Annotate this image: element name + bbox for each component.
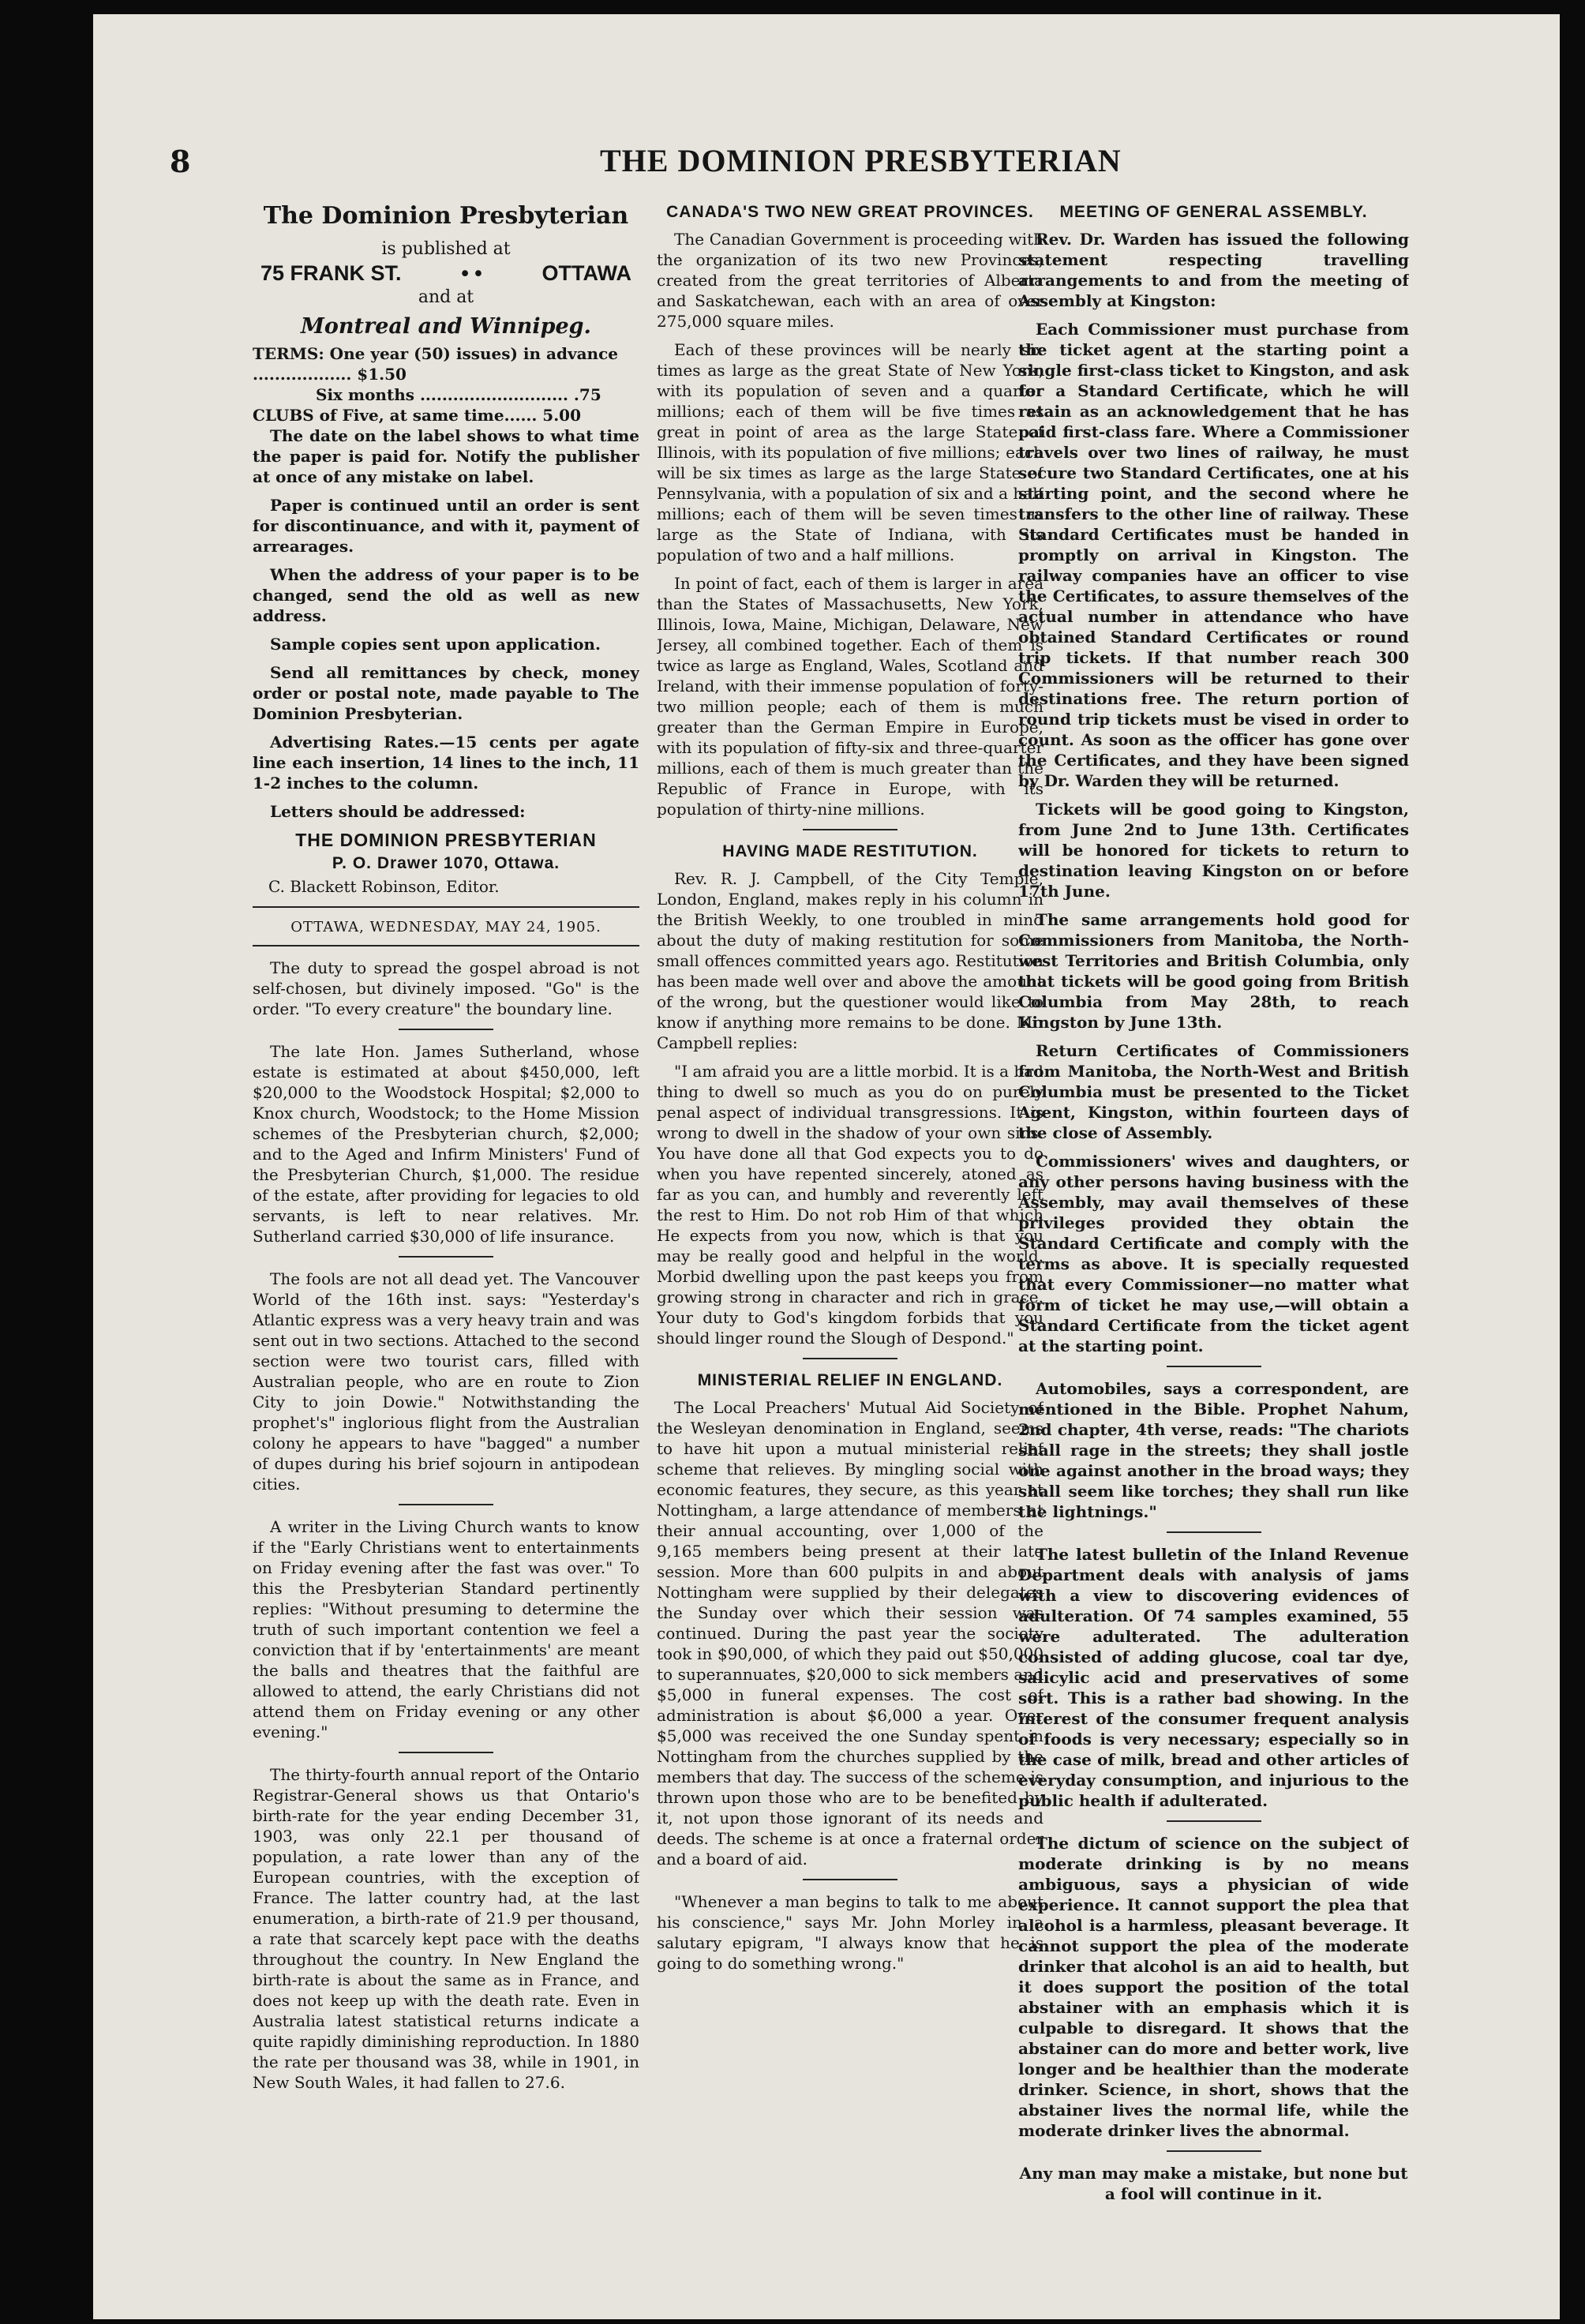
published-at: is published at [381, 239, 511, 259]
paragraph: The thirty-fourth annual report of the Ontario Registrar-General shows us that Ontario's birth-rate for the year ending December 31, 1903, was only 22.1 per thousand of population, a rate lower than any of the European countries, with the exception of France. The latter country had, at the last enumeration, a birth-rate of 21.9 per thousand, a rate that scarcely kept pace with the deaths throughout the country. In New England the birth-rate is about the same as in France, and does not keep up with the death rate. Even in Australia latest statistical returns indicate a quite rapidly diminishing reproduction. In 1880 the rate per thousand was 38, while in 1901, in New South Wales, it had fallen to 27.6. [253, 1765, 639, 2092]
six-months: Six months ........................... .75 [316, 385, 601, 404]
editor: C. Blackett Robinson, Editor. [268, 877, 500, 896]
drawer: P. O. Drawer 1070, Ottawa. [332, 854, 560, 872]
divider [1167, 1820, 1261, 1822]
paragraph: The Local Preachers' Mutual Aid Society of the Wesleyan denomination in England, seems to have hit upon a mutual ministerial relief scheme that relieves. By mingling social with economic features, they secure, as this year at Nottingham, a large attendance of members at their annual accounting, over 1,000 of the 9,165 members being present at their late session. More than 600 pulpits in and about Nottingham were supplied by their delegates the Sunday over which their session was continued. During the past year the society took in $90,000, of which they paid out $50,000 to superannuates, $20,000 to sick members and $5,000 in funeral expenses. The cost of administration is about $6,000 a year. Over $5,000 was received the one Sunday spent in Nottingham from the churches supplied by the members that day. The success of the scheme is thrown upon those who are to be benefited by it, not upon those ignorant of its needs and deeds. The scheme is at once a fraternal order and a board of aid. [657, 1398, 1044, 1869]
paragraph: Automobiles, says a correspondent, are mentioned in the Bible. Prophet Nahum, 2nd chapter, 4th verse, reads: "The chariots shall rage in the streets; they shall jostle one against another in the broad ways; they shall seem like torches; they shall run like the lightnings." [1018, 1379, 1409, 1521]
divider [399, 1029, 493, 1030]
divider [399, 1504, 493, 1505]
paragraph: Rev. Dr. Warden has issued the following statement respecting travelling arrangements to and from the meeting of Assembly at Kingston: [1018, 230, 1409, 310]
paragraph: The fools are not all dead yet. The Vancouver World of the 16th inst. says: "Yesterday's Atlantic express was a very heavy train and was sent out in two sections. Attached to the second section were two tourist cars, filled with Australian people, who are en route to Zion City to join Dowie." Notwithstanding the prophet's" inglorious flight from the Australian colony he appears to have "bagged" a number of dupes during his brief sojourn in antipodean cities. [253, 1269, 639, 1494]
paragraph: "Whenever a man begins to talk to me about his conscience," says Mr. John Morley in a salutary epigram, "I always know that he is going to do something wrong." [657, 1892, 1044, 1973]
page-number: 8 [170, 144, 191, 179]
divider [1167, 1531, 1261, 1533]
paragraph: Each Commissioner must purchase from the ticket agent at the starting point a single first-class ticket to Kingston, and ask for a Standard Certificate, which he will retain as an acknowledgement that he has paid first-class fare. Where a Commissioner travels over two lines of railway, he must secure two Standard Certificates, one at his starting point, and the second where he transfers to the other line of railway. These Standard Certificates must be handed in promptly on arrival in Kingston. The railway companies have an officer to vise the Certificates, to assure themselves of the actual number in attendance who have obtained Standard Certificates or round trip tickets. If that number reach 300 Commissioners will be returned to their destinations free. The return portion of round trip tickets must be vised in order to count. As soon as the officer has gone over the Certificates, and they have been signed by Dr. Warden they will be returned. [1018, 320, 1409, 790]
headline: MINISTERIAL RELIEF IN ENGLAND. [697, 1371, 1003, 1389]
divider [1167, 2150, 1261, 2152]
masthead: The Dominion Presbyterian [263, 202, 629, 230]
column-right [1018, 197, 1409, 2212]
headline: HAVING MADE RESTITUTION. [722, 842, 978, 860]
paragraph: The dictum of science on the subject of moderate drinking is by no means ambiguous, says a physician of wide experience. It cannot support the plea that alcohol is a harmless, pleasant beverage. It cannot support the plea of the moderate drinker that alcohol is an aid to health, but it does support the position of the total abstainer with an emphasis which it is culpable to disregard. It shows that the abstainer can do more and better work, live longer and be healthier than the moderate drinker. Science, in short, shows that the abstainer lives the normal life, while the moderate drinker lives the abnormal. [1018, 1834, 1409, 2140]
paragraph: Tickets will be good going to Kingston, from June 2nd to June 13th. Certificates will be honored for tickets to return to destination leaving Kingston on or before 17th June. [1018, 800, 1409, 901]
headline: CANADA'S TWO NEW GREAT PROVINCES. [666, 203, 1034, 221]
column-left [253, 197, 639, 2101]
divider [1167, 1366, 1261, 1367]
divider [399, 1256, 493, 1258]
paragraph: Advertising Rates.—15 cents per agate line each insertion, 14 lines to the inch, 11 1-2 inches to the column. [253, 733, 639, 793]
paragraph: Paper is continued until an order is sent for discontinuance, and with it, payment of arrearages. [253, 496, 639, 556]
city: OTTAWA [541, 261, 631, 285]
paragraph: When the address of your paper is to be changed, send the old as well as new address. [253, 565, 639, 625]
paragraph: The same arrangements hold good for Commissioners from Manitoba, the North-west Territories and British Columbia, only that tickets will be good going from British Columbia from May 28th, to reach Kingston by June 13th. [1018, 910, 1409, 1032]
paragraph: A writer in the Living Church wants to know if the "Early Christians went to entertainments on Friday evening after the fast was over." To this the Presbyterian Standard pertinently replies: "Without presuming to determine the truth of such important contention we feel a conviction that if by 'entertainments' are meant the balls and theatres that the faithful are allowed to attend, the early Christians did not attend them on Friday evening or any other evening." [253, 1517, 639, 1741]
divider [803, 829, 897, 830]
paragraph: The Canadian Government is proceeding with the organization of its two new Provinces, created from the great territories of Alberta and Saskatchewan, each with an area of over 275,000 square miles. [657, 230, 1044, 331]
paragraph: Rev. R. J. Campbell, of the City Temple, London, England, makes reply in his column in the British Weekly, to one troubled in mind about the duty of making restitution for some small offences committed years ago. Restitution has been made well over and above the amount of the wrong, but the questioner would like to know if anything more remains to be done. Mr. Campbell replies: [657, 869, 1044, 1052]
divider [803, 1879, 897, 1880]
other-cities: Montreal and Winnipeg. [301, 314, 591, 339]
paragraph: The late Hon. James Sutherland, whose estate is estimated at about $450,000, left $20,000 to the Woodstock Hospital; $2,000 to Knox church, Woodstock; to the Home Mission schemes of the Presbyterian church, $2,000; and to the Aged and Infirm Ministers' Fund of the Presbyterian Church, $1,000. The residue of the estate, after providing for legacies to old servants, is left to near relatives. Mr. Sutherland carried $30,000 of life insurance. [253, 1042, 639, 1246]
paragraph: Letters should be addressed: [270, 802, 526, 821]
paragraph: The date on the label shows to what time the paper is paid for. Notify the publisher at once of any mistake on label. [253, 426, 639, 486]
paragraph: "I am afraid you are a little morbid. It is a bad thing to dwell so much as you do on purely penal aspect of individual transgressions. It is wrong to dwell in the shadow of your own sins. You have done all that God expects you to do when you have repented sincerely, atoned as far as you can, and humbly and reverently left the rest to Him. Do not rob Him of that which He expects from you now, which is that you may be really good and helpful in the world. Morbid dwelling upon the past keeps you from growing strong in character and rich in grace. Your duty to God's kingdom forbids that you should linger round the Slough of Despond." [657, 1062, 1044, 1348]
publisher-name: THE DOMINION PRESBYTERIAN [295, 830, 597, 850]
paragraph: The duty to spread the gospel abroad is not self-chosen, but divinely imposed. "Go" is the order. "To every creature" the boundary line. [253, 958, 639, 1018]
dots: • • [461, 261, 482, 285]
paragraph: Commissioners' wives and daughters, or any other persons having business with the Assembly, may avail themselves of these privileges provided they obtain the Standard Certificate and comply with the terms as above. It is specially requested that every Commissioner—no matter what form of ticket he may use,—will obtain a Standard Certificate from the ticket agent at the starting point. [1018, 1152, 1409, 1355]
paragraph: Return Certificates of Commissioners from Manitoba, the North-West and British Columbia must be presented to the Ticket Agent, Kingston, within fourteen days of the close of Assembly. [1018, 1041, 1409, 1142]
divider [253, 906, 639, 908]
divider [803, 1358, 897, 1359]
page-title: THE DOMINION PRESBYTERIAN [600, 143, 1122, 178]
divider [253, 945, 639, 946]
paragraph: In point of fact, each of them is larger in area than the States of Massachusetts, New York, Illinois, Iowa, Maine, Michigan, Delaware, New Jersey, all combined together. Each of them is twice as large as England, Wales, Scotland and Ireland, with their immense population of forty-two million people; each of them is much greater than the German Empire in Europe, with its population of fifty-six and three-quarter millions, each of them is much greater than the Republic of France in Europe, with its population of thirty-nine millions. [657, 574, 1044, 819]
divider [399, 1752, 493, 1753]
paragraph: The latest bulletin of the Inland Revenue Department deals with analysis of jams with a view to discovering evidences of adulteration. Of 74 samples examined, 55 were adulterated. The adulteration consisted of adding glucose, coal tar dye, salicylic acid and preservatives of some sort. This is a rather bad showing. In the interest of the consumer frequent analysis of foods is very necessary; especially so in the case of milk, bread and other articles of everyday consumption, and injurious to the public health if adulterated. [1018, 1545, 1409, 1810]
headline: MEETING OF GENERAL ASSEMBLY. [1059, 203, 1368, 221]
and-at: and at [418, 287, 474, 307]
address-line [253, 261, 639, 286]
paragraph: Send all remittances by check, money order or postal note, made payable to The Dominion Presbyterian. [253, 663, 639, 723]
closing-line: Any man may make a mistake, but none but a fool will continue in it. [1019, 2164, 1408, 2203]
clubs: CLUBS of Five, at same time...... 5.00 [253, 406, 582, 425]
paragraph: Each of these provinces will be nearly six times as large as the great State of New York, with its population of seven and a quarter millions; each of them will be five times as great in point of area as the large State of Illinois, with its population of five millions; each will be six times as large as the large State of Pennsylvania, with a population of six and a half millions; each of them will be seven times as large as the State of Indiana, with its population of two and a half millions. [657, 340, 1044, 564]
dateline: OTTAWA, WEDNESDAY, MAY 24, 1905. [290, 919, 601, 935]
column-middle [657, 197, 1044, 1981]
street: 75 FRANK ST. [260, 261, 402, 285]
paragraph: Sample copies sent upon application. [270, 635, 601, 654]
terms-line: TERMS: One year (50) issues) in advance .................. $1.50 [253, 344, 618, 384]
